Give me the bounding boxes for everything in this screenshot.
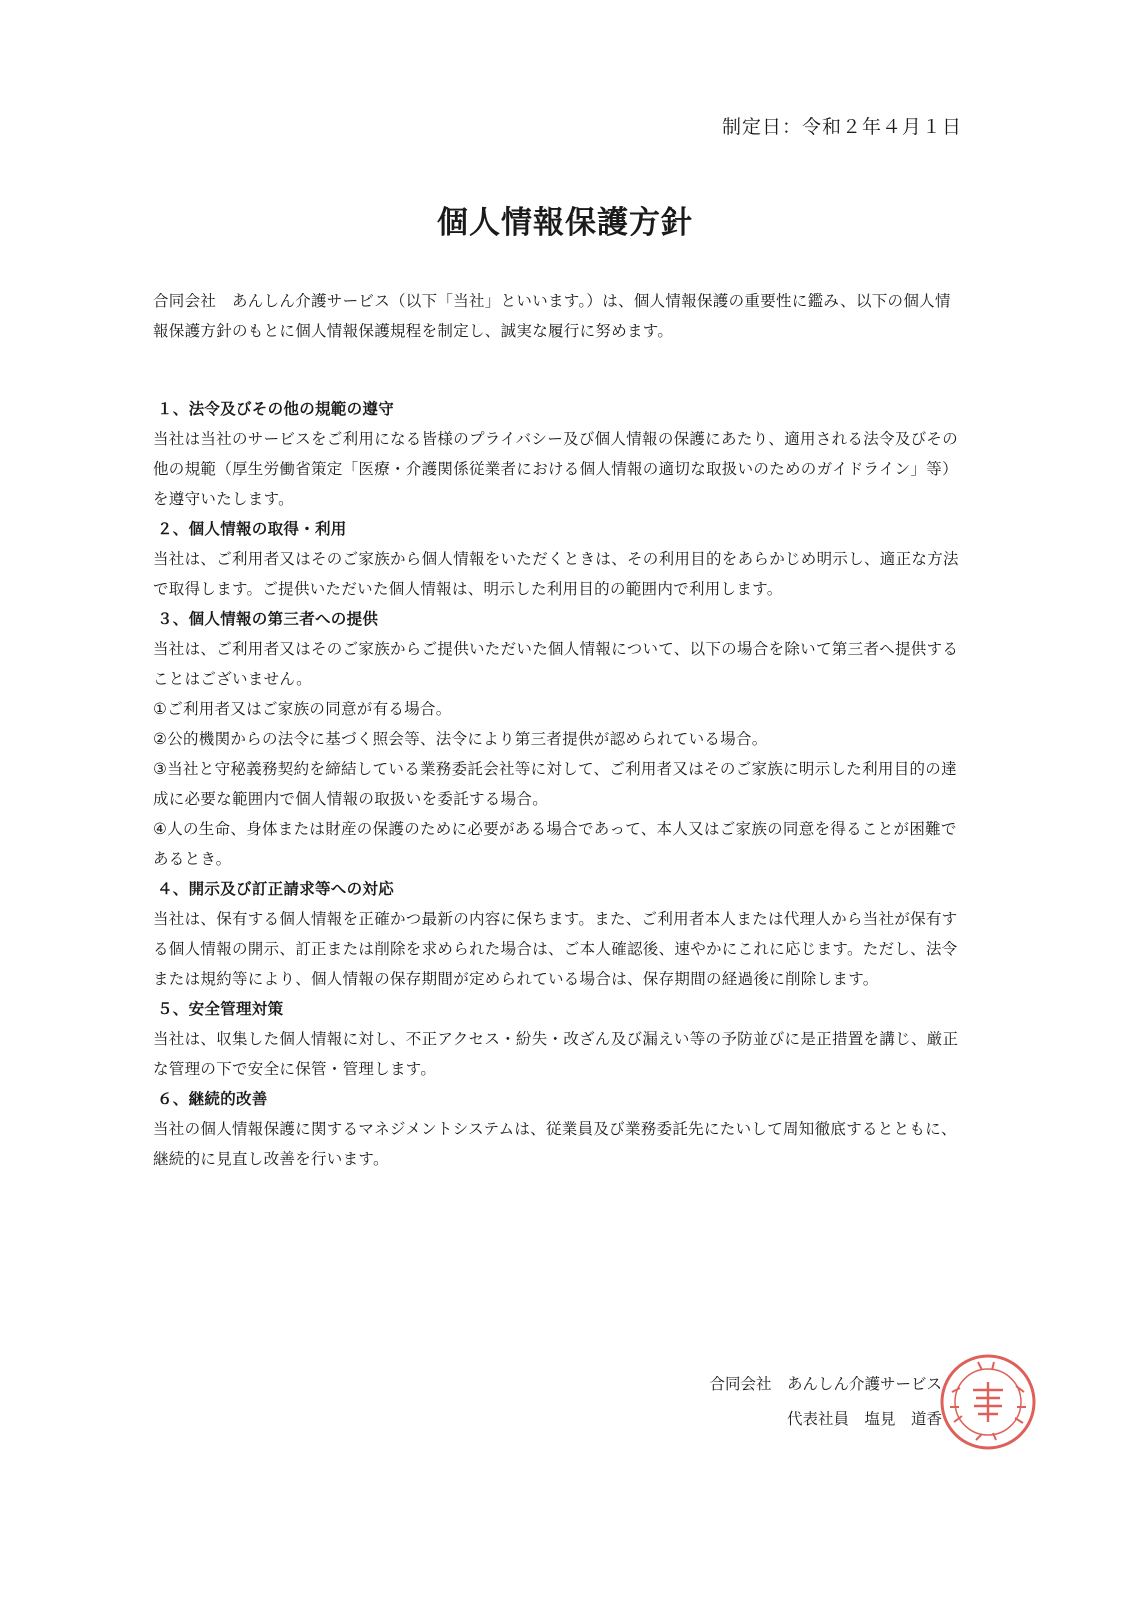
section-heading: ６、継続的改善 <box>157 1090 268 1108</box>
section-paragraph: 当社は当社のサービスをご利用になる皆様のプライバシー及び個人情報の保護にあたり、適用される法令及びその他の規範（厚生労働省策定「医療・介護関係従業者における個人情報の適切な取扱いのためのガイドライン」等）を遵守いたします。 <box>153 430 959 508</box>
section-paragraph: 当社は、ご利用者又はそのご家族からご提供いただいた個人情報について、以下の場合を除いて第三者へ提供することはございません。 <box>153 640 959 688</box>
company-seal-icon <box>938 1352 1038 1452</box>
section-paragraph: 当社は、収集した個人情報に対し、不正アクセス・紛失・改ざん及び漏えい等の予防並びに是正措置を講じ、厳正な管理の下で安全に保管・管理します。 <box>153 1030 959 1078</box>
section-4 <box>153 874 963 994</box>
section-heading: ５、安全管理対策 <box>157 1000 284 1018</box>
section-heading: ２、個人情報の取得・利用 <box>157 520 347 538</box>
signature-block <box>709 1367 942 1437</box>
list-item: ①ご利用者又はご家族の同意が有る場合。 <box>153 700 452 718</box>
section-paragraph: 当社は、保有する個人情報を正確かつ最新の内容に保ちます。また、ご利用者本人または代理人から当社が保有する個人情報の開示、訂正または削除を求められた場合は、ご本人確認後、速やかにこれに応じます。ただし、法令または規約等により、個人情報の保存期間が定められている場合は、保存期間の経過後に削除します。 <box>153 910 958 988</box>
intro-paragraph: 合同会社 あんしん介護サービス（以下「当社」といいます。）は、個人情報保護の重要性に鑑み、以下の個人情報保護方針のもとに個人情報保護規程を制定し、誠実な履行に努めます。 <box>153 292 951 340</box>
section-heading: ３、個人情報の第三者への提供 <box>157 610 379 628</box>
page-title: 個人情報保護方針 <box>437 205 693 241</box>
section-1 <box>153 394 963 514</box>
section-paragraph: 当社は、ご利用者又はそのご家族から個人情報をいただくときは、その利用目的をあらかじめ明示し、適正な方法で取得します。ご提供いただいた個人情報は、明示した利用目的の範囲内で利用します。 <box>153 550 959 598</box>
list-item: ②公的機関からの法令に基づく照会等、法令により第三者提供が認められている場合。 <box>153 730 768 748</box>
section-5 <box>153 994 963 1084</box>
section-2 <box>153 514 963 604</box>
enactment-date: 制定日：令和２年４月１日 <box>721 116 962 138</box>
policy-body <box>153 286 963 1174</box>
representative-name: 代表社員 塩見 道香 <box>786 1410 942 1428</box>
section-paragraph: 当社の個人情報保護に関するマネジメントシステムは、従業員及び業務委託先にたいして周知徹底するとともに、継続的に見直し改善を行います。 <box>153 1120 957 1168</box>
company-name: 合同会社 あんしん介護サービス <box>709 1375 942 1393</box>
list-item: ③当社と守秘義務契約を締結している業務委託会社等に対して、ご利用者又はそのご家族に明示した利用目的の達成に必要な範囲内で個人情報の取扱いを委託する場合。 <box>153 760 957 808</box>
section-heading: １、法令及びその他の規範の遵守 <box>157 400 395 418</box>
section-heading: ４、開示及び訂正請求等への対応 <box>157 880 395 898</box>
section-3 <box>153 604 963 874</box>
list-item: ④人の生命、身体または財産の保護のために必要がある場合であって、本人又はご家族の同意を得ることが困難であるとき。 <box>153 820 957 868</box>
section-6 <box>153 1084 963 1174</box>
